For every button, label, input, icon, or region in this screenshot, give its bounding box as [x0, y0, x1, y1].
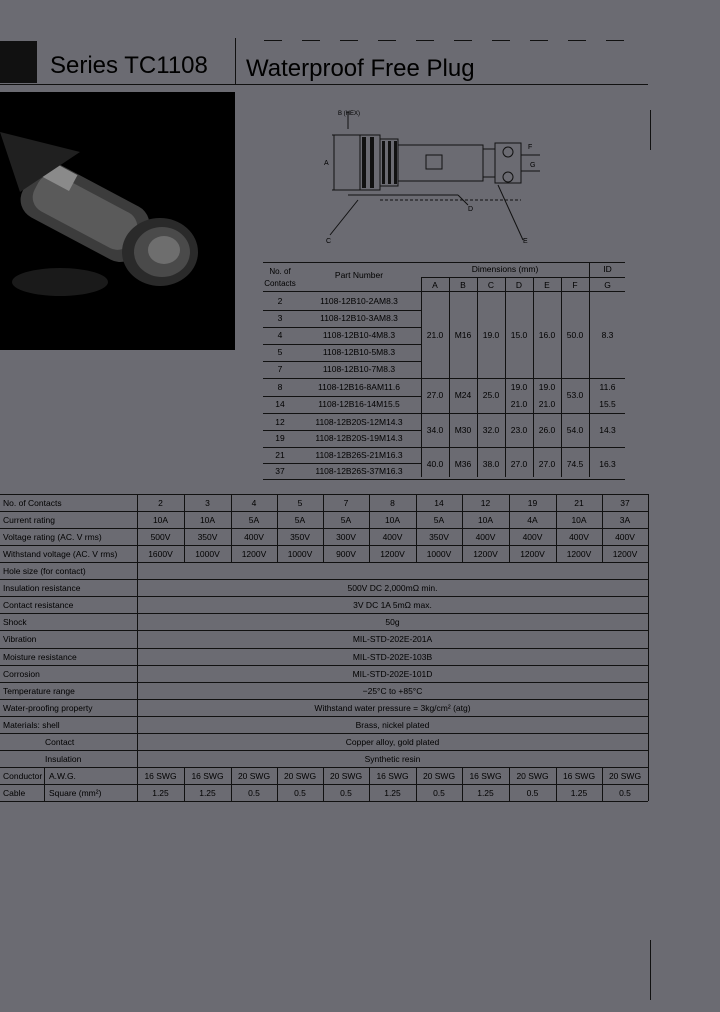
withstand-row-cell: 1200V [612, 549, 638, 559]
drawing-label-f: F [528, 144, 533, 151]
square-row-sublabel: Square (mm²) [49, 788, 102, 798]
awg-cell: 16 SWG [191, 771, 224, 781]
current-row-cell: 5A [248, 515, 260, 525]
page-title: Waterproof Free Plug [246, 55, 475, 82]
dim-g: 16.3 [599, 459, 616, 469]
square-row-label: Cable [3, 788, 26, 798]
contacts-row-cell: 14 [434, 498, 444, 508]
dim-b: M24 [454, 390, 472, 400]
square-cell: 0.5 [248, 788, 260, 798]
dim-c: 25.0 [482, 390, 500, 400]
dim-header-dimensions: Dimensions (mm) [471, 264, 539, 274]
withstand-row-cell: 1200V [473, 549, 498, 559]
dim-d: 19.0 [510, 382, 528, 392]
voltage-row-cell: 350V [429, 532, 449, 542]
dim-letter-d: D [515, 280, 523, 290]
awg-cell: 16 SWG [144, 771, 177, 781]
square-cell: 0.5 [619, 788, 631, 798]
awg-cell: 16 SWG [469, 771, 502, 781]
dim-a: 21.0 [426, 330, 444, 340]
contacts-row-cell: 3 [205, 498, 210, 508]
dim-d: 21.0 [510, 399, 528, 409]
property-label: Insulation resistance [3, 583, 81, 593]
dim-contacts: 5 [277, 347, 283, 357]
drawing-label-a: A [324, 160, 329, 167]
dimension-drawing [318, 105, 550, 245]
dim-letter-c: C [487, 280, 495, 290]
voltage-row-cell: 400V [522, 532, 543, 542]
contacts-row-cell: 37 [620, 498, 630, 508]
square-cell: 1.25 [199, 788, 216, 798]
dim-e: 19.0 [538, 382, 556, 392]
dim-contacts: 21 [275, 450, 285, 460]
current-row-cell: 10A [152, 515, 169, 525]
dim-e: 26.0 [538, 425, 556, 435]
property-label: Hole size (for contact) [3, 566, 86, 576]
current-row-cell: 5A [340, 515, 352, 525]
awg-cell: 16 SWG [562, 771, 596, 781]
property-value: Copper alloy, gold plated [345, 737, 440, 747]
dim-letter-g: G [604, 280, 611, 290]
contacts-row-cell: 2 [158, 498, 163, 508]
drawing-label-g: G [530, 162, 536, 169]
dim-contacts: 19 [275, 433, 285, 443]
withstand-row-cell: 1000V [287, 549, 313, 559]
awg-cell: 20 SWG [283, 771, 317, 781]
dim-d: 27.0 [510, 459, 528, 469]
dim-e: 27.0 [538, 459, 556, 469]
contacts-row-cell: 5 [297, 498, 303, 508]
current-row-cell: 4A [527, 515, 538, 525]
voltage-row-cell: 300V [336, 532, 356, 542]
current-row-cell: 10A [384, 515, 401, 525]
dim-part-number: 1108-12B20S-19M14.3 [315, 433, 403, 443]
dim-letter-b: B [460, 280, 466, 290]
dim-header-id: ID [603, 264, 612, 274]
dim-contacts: 8 [277, 382, 283, 392]
property-value: MIL-STD-202E-103B [352, 652, 433, 662]
property-value: 3V DC 1A 5mΩ max. [353, 600, 432, 610]
dim-part-number: 1108-12B10-7M8.3 [322, 364, 396, 374]
withstand-row-cell: 900V [336, 549, 356, 559]
dim-contacts: 14 [275, 399, 285, 409]
dim-contacts: 4 [277, 330, 283, 340]
drawing-label-c: C [326, 238, 332, 245]
dim-f: 53.0 [566, 390, 584, 400]
dim-a: 40.0 [426, 459, 444, 469]
product-photo [0, 92, 235, 350]
square-cell: 1.25 [477, 788, 494, 798]
contacts-row-cell: 8 [390, 498, 395, 508]
drawing-label-d: D [468, 206, 474, 213]
property-label: Vibration [3, 634, 37, 644]
contacts-row-cell: 4 [251, 498, 257, 508]
contacts-row-cell: 12 [480, 498, 491, 508]
awg-cell: 16 SWG [376, 771, 409, 781]
dim-part-number: 1108-12B26S-37M16.3 [315, 466, 403, 476]
current-row-label: Current rating [3, 515, 55, 525]
voltage-row-cell: 400V [244, 532, 264, 542]
property-label: Moisture resistance [3, 652, 77, 662]
contacts-row-cell: 7 [343, 498, 349, 508]
dim-b: M16 [454, 330, 472, 340]
square-cell: 1.25 [570, 788, 588, 798]
square-cell: 1.25 [384, 788, 401, 798]
dim-contacts: 7 [277, 364, 283, 374]
current-row-cell: 5A [433, 515, 445, 525]
dim-contacts: 12 [275, 417, 285, 427]
awg-row-sublabel: A.W.G. [49, 771, 76, 781]
dim-d: 23.0 [510, 425, 528, 435]
property-label: Contact [45, 737, 75, 747]
property-value: MIL-STD-202E-201A [352, 634, 433, 644]
property-label: Contact resistance [3, 600, 74, 610]
awg-cell: 20 SWG [516, 771, 549, 781]
withstand-row-cell: 1200V [241, 549, 267, 559]
dim-letter-a: A [432, 280, 438, 290]
withstand-row-cell: 1000V [195, 549, 220, 559]
voltage-row-cell: 500V [150, 532, 171, 542]
awg-cell: 20 SWG [237, 771, 271, 781]
withstand-row-cell: 1600V [148, 549, 173, 559]
property-label: Insulation [45, 754, 82, 764]
page-edge-mark [650, 940, 651, 1000]
property-label: Water-proofing property [3, 703, 93, 713]
contacts-row-label: No. of Contacts [3, 498, 62, 508]
dim-g: 15.5 [599, 399, 616, 409]
voltage-row-cell: 400V [569, 532, 589, 542]
dim-part-number: 1108-12B10-4M8.3 [322, 330, 396, 340]
square-cell: 0.5 [433, 788, 445, 798]
series-title: Series TC1108 [50, 52, 208, 79]
dim-f: 50.0 [566, 330, 584, 340]
dim-b: M30 [454, 425, 472, 435]
dim-a: 27.0 [426, 390, 444, 400]
awg-cell: 20 SWG [422, 771, 456, 781]
dim-part-number: 1108-12B10-2AM8.3 [320, 296, 398, 306]
square-cell: 0.5 [526, 788, 539, 798]
current-row-cell: 10A [477, 515, 494, 525]
awg-cell: 20 SWG [608, 771, 642, 781]
property-value: Withstand water pressure = 3kg/cm² (atg) [314, 703, 471, 713]
property-value: 500V DC 2,000mΩ min. [347, 583, 438, 593]
voltage-row-cell: 400V [382, 532, 403, 542]
withstand-row-label: Withstand voltage (AC. V rms) [3, 549, 118, 559]
contacts-row-cell: 19 [527, 498, 538, 508]
current-row-cell: 10A [571, 515, 587, 525]
square-cell: 0.5 [340, 788, 352, 798]
property-value: −25°C to +85°C [362, 686, 423, 696]
dim-contacts: 37 [275, 466, 285, 476]
voltage-row-cell: 400V [475, 532, 496, 542]
dim-c: 38.0 [482, 459, 500, 469]
dim-c: 32.0 [482, 425, 500, 435]
dim-part-number: 1108-12B10-5M8.3 [322, 347, 396, 357]
property-value: 50g [385, 617, 400, 627]
current-row-cell: 5A [294, 515, 306, 525]
dim-c: 19.0 [482, 330, 500, 340]
dim-letter-e: E [544, 280, 550, 290]
dim-part-number: 1108-12B16-14M15.5 [318, 399, 400, 409]
voltage-row-cell: 350V [290, 532, 310, 542]
dim-f: 74.5 [566, 459, 584, 469]
dim-contacts: 3 [277, 313, 283, 323]
dim-contacts: 2 [277, 296, 283, 306]
dim-part-number: 1108-12B10-3AM8.3 [320, 313, 398, 323]
dim-part-number: 1108-12B20S-12M14.3 [315, 417, 403, 427]
property-value: MIL-STD-202E-101D [352, 669, 433, 679]
property-label: Corrosion [3, 669, 40, 679]
voltage-row-label: Voltage rating (AC. V rms) [3, 532, 102, 542]
withstand-row-cell: 1200V [566, 549, 592, 559]
current-row-cell: 10A [199, 515, 216, 525]
dim-e: 16.0 [538, 330, 556, 340]
dim-g: 11.6 [599, 382, 616, 392]
drawing-label-e: E [523, 238, 528, 245]
voltage-row-cell: 350V [197, 532, 218, 542]
property-value: Brass, nickel plated [355, 720, 430, 730]
dim-letter-f: F [572, 280, 578, 290]
withstand-row-cell: 1000V [426, 549, 452, 559]
dim-part-number: 1108-12B26S-21M16.3 [315, 450, 403, 460]
voltage-row-cell: 400V [615, 532, 635, 542]
property-value: Synthetic resin [364, 754, 421, 764]
dim-header-contacts: No. of Contacts [264, 267, 296, 288]
awg-row-label: Conductor [3, 771, 43, 781]
current-row-cell: 3A [619, 515, 631, 525]
dim-g: 8.3 [601, 330, 614, 340]
square-cell: 0.5 [294, 788, 306, 798]
dim-f: 54.0 [566, 425, 584, 435]
dim-g: 14.3 [599, 425, 616, 435]
dim-b: M36 [454, 459, 472, 469]
awg-cell: 20 SWG [329, 771, 363, 781]
dim-d: 15.0 [510, 330, 528, 340]
drawing-label-b: B (HEX) [338, 111, 361, 117]
property-label: Temperature range [3, 686, 75, 696]
dim-part-number: 1108-12B16-8AM11.6 [318, 382, 400, 392]
dim-header-part: Part Number [334, 270, 384, 280]
withstand-row-cell: 1200V [520, 549, 545, 559]
page-edge-mark [650, 110, 651, 150]
withstand-row-cell: 1200V [380, 549, 405, 559]
series-marker [0, 41, 37, 83]
contacts-row-cell: 21 [574, 498, 584, 508]
dim-a: 34.0 [426, 425, 444, 435]
property-label: Shock [3, 617, 27, 627]
square-cell: 1.25 [152, 788, 169, 798]
property-label: Materials: shell [3, 720, 60, 730]
dim-e: 21.0 [538, 399, 556, 409]
